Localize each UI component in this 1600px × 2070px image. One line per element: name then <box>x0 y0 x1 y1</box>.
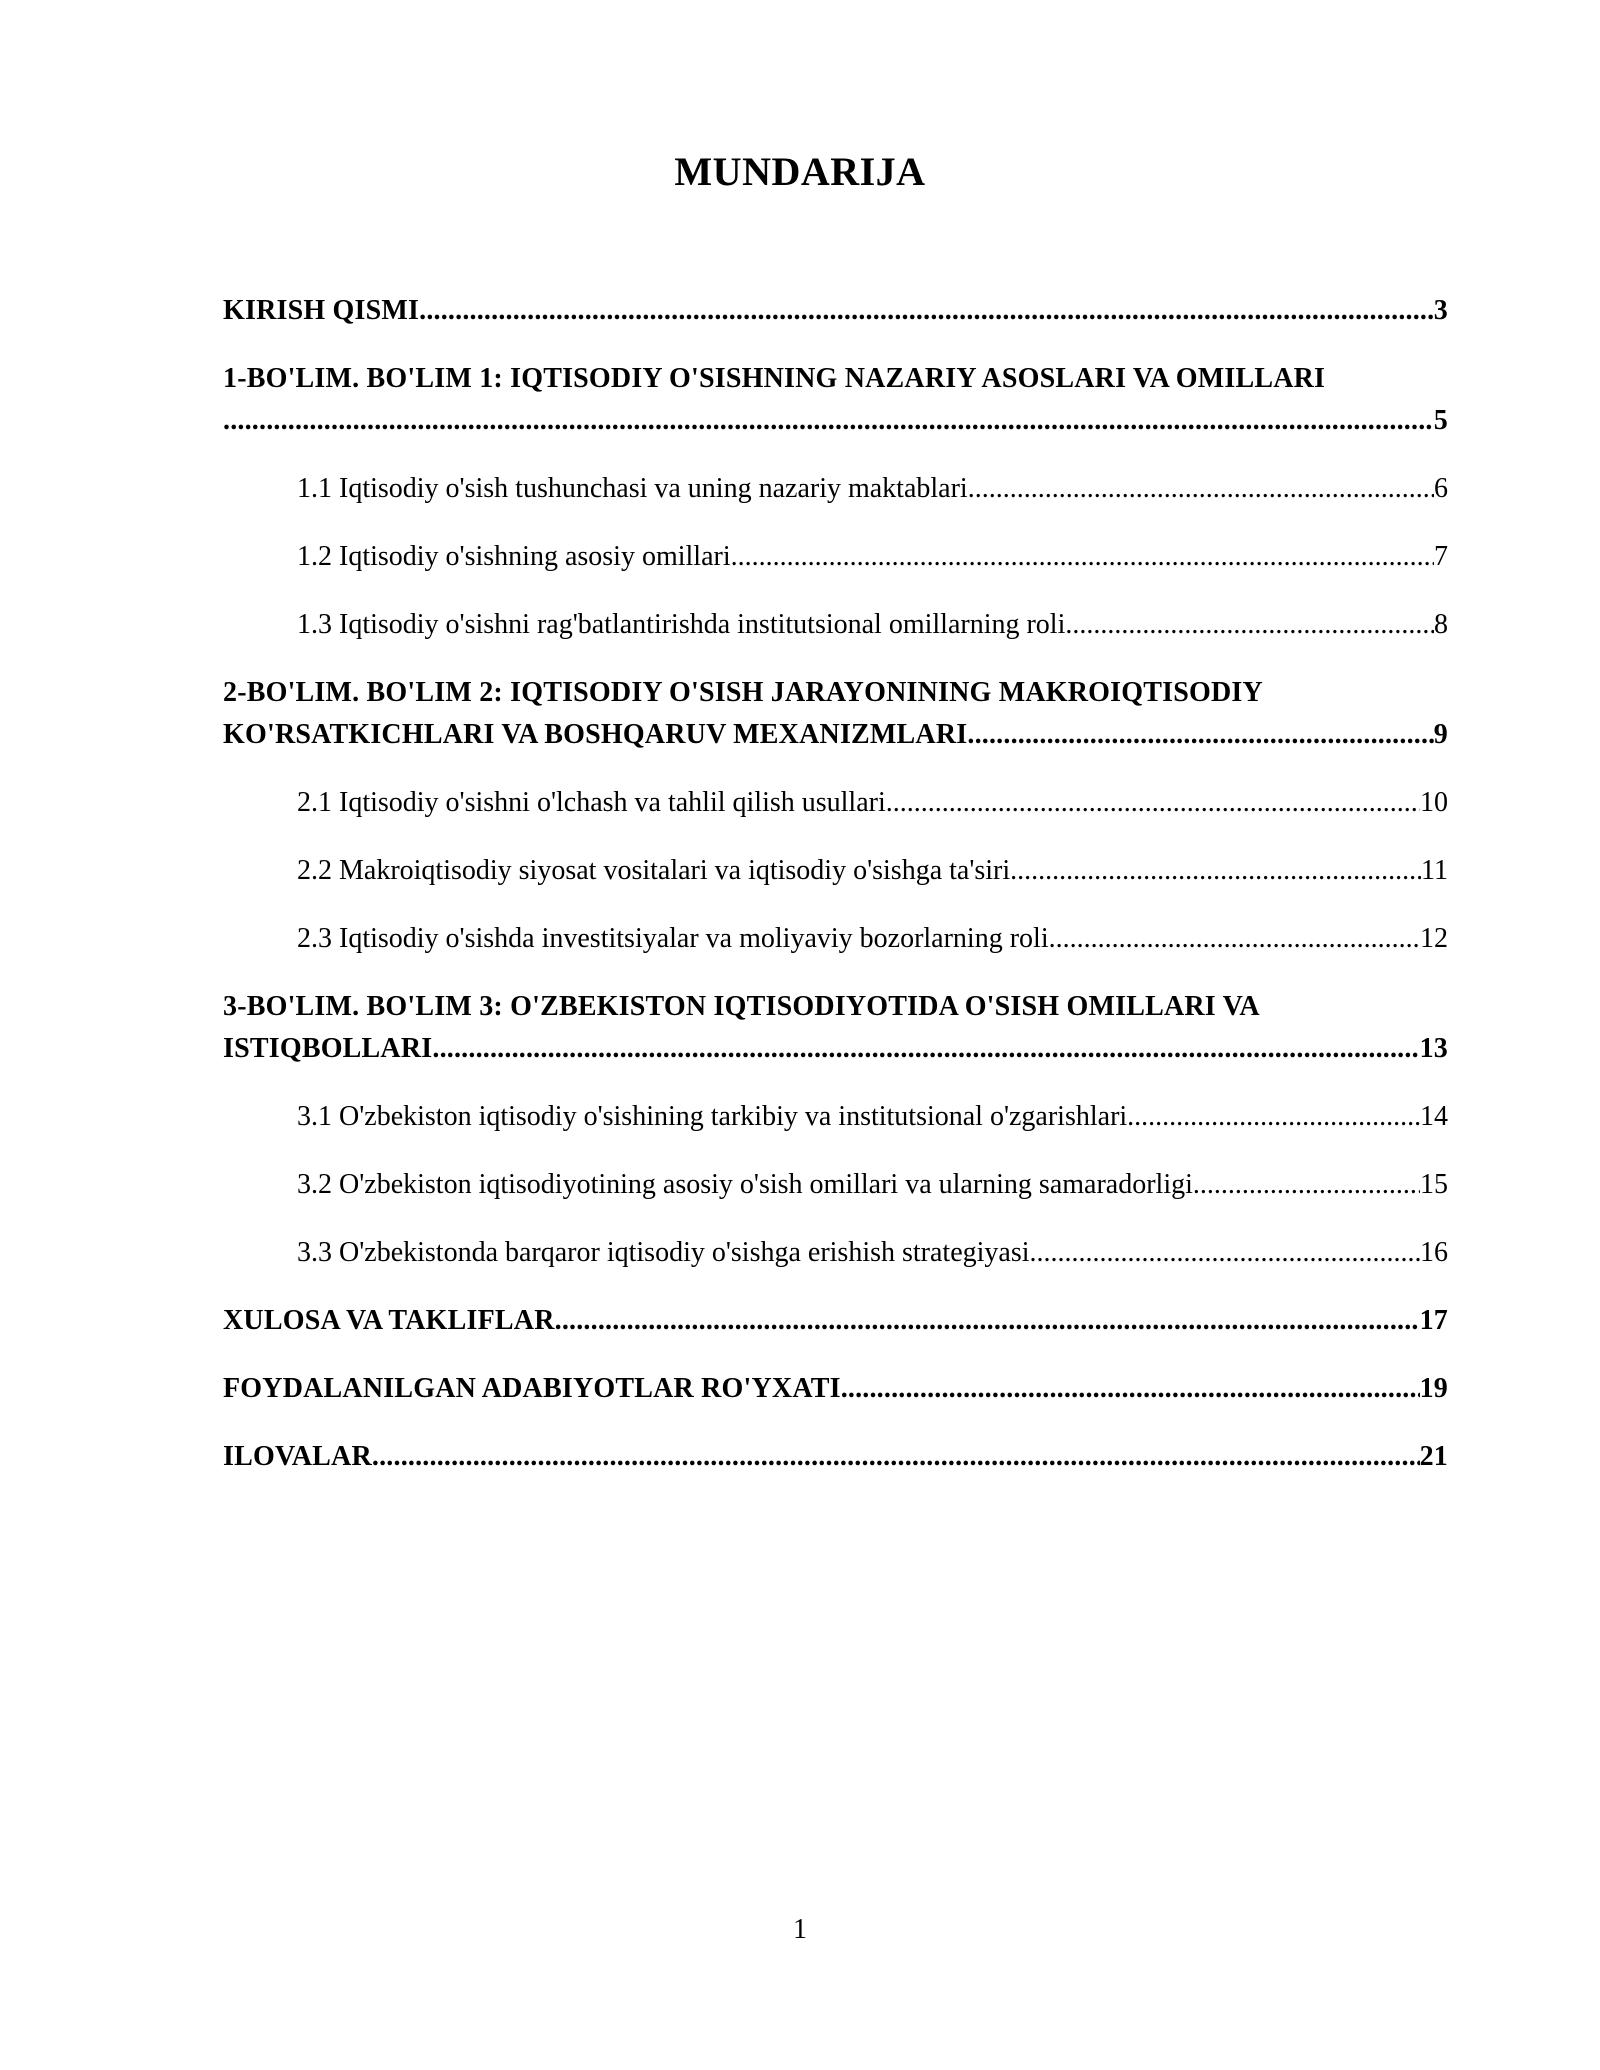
dot-leader <box>372 1436 1420 1478</box>
dot-leader <box>223 400 1434 442</box>
toc-page-number: 21 <box>1419 1441 1448 1472</box>
toc-page-number: 19 <box>1419 1373 1448 1404</box>
toc-entry-title: 2.2 Makroiqtisodiy siyosat vositalari va iqtisodiy o'sishga ta'siri <box>297 855 1011 886</box>
toc-page-number: 12 <box>1420 923 1448 954</box>
toc-entry-title: 3.1 O'zbekiston iqtisodiy o'sishining tarkibiy va institutsional o'zgarishlari <box>297 1101 1128 1132</box>
toc-entry-title-continued: KO'RSATKICHLARI VA BOSHQARUV MEXANIZMLARI <box>223 719 968 750</box>
dot-leader <box>967 714 1433 756</box>
toc-entry-section-3-2[interactable] <box>223 1164 1448 1206</box>
toc-entry-title: 1.3 Iqtisodiy o'sishni rag'batlantirishda institutsional omillarning roli <box>297 609 1066 640</box>
toc-entry-chapter-2[interactable] <box>223 672 1448 756</box>
toc-entry-section-1-1[interactable] <box>223 468 1448 510</box>
toc-page-number: 15 <box>1420 1169 1448 1200</box>
toc-entry-title: 2.3 Iqtisodiy o'sishda investitsiyalar va moliyaviy bozorlarning roli <box>297 923 1049 954</box>
toc-entry-title: 2-BO'LIM. BO'LIM 2: IQTISODIY O'SISH JARAYONINING MAKROIQTISODIY <box>223 677 1263 708</box>
toc-page-number: 7 <box>1434 541 1448 572</box>
toc-entry-title: 1.2 Iqtisodiy o'sishning asosiy omillari <box>297 541 731 572</box>
table-of-contents <box>223 290 1448 1504</box>
toc-page-number: 5 <box>1433 405 1448 436</box>
toc-page-number: 17 <box>1419 1305 1448 1336</box>
toc-entry-section-1-3[interactable] <box>223 604 1448 646</box>
toc-entry-chapter-3[interactable] <box>223 986 1448 1070</box>
toc-entry-title: 3-BO'LIM. BO'LIM 3: O'ZBEKISTON IQTISODIYOTIDA O'SISH OMILLARI VA <box>223 991 1260 1022</box>
page-title: MUNDARIJA <box>674 149 926 194</box>
toc-page-number: 10 <box>1420 787 1448 818</box>
toc-entry-section-2-2[interactable] <box>223 850 1448 892</box>
dot-leader <box>886 782 1420 824</box>
toc-entry-title: 1.1 Iqtisodiy o'sish tushunchasi va uning nazariy maktablari <box>297 473 968 504</box>
toc-entry-kirish[interactable] <box>223 290 1448 332</box>
toc-entry-title: 3.3 O'zbekistonda barqaror iqtisodiy o'sishga erishish strategiyasi <box>297 1237 1030 1268</box>
dot-leader <box>1049 918 1420 960</box>
toc-entry-xulosa[interactable] <box>223 1300 1448 1342</box>
dot-leader <box>731 536 1434 578</box>
toc-entry-ilovalar[interactable] <box>223 1436 1448 1478</box>
toc-page-number: 13 <box>1419 1033 1448 1064</box>
page-number: 1 <box>793 1914 807 1945</box>
toc-page-number: 9 <box>1433 719 1448 750</box>
toc-entry-title: KIRISH QISMI <box>223 295 420 326</box>
dot-leader <box>555 1300 1420 1342</box>
dot-leader <box>1010 850 1421 892</box>
toc-entry-title: 2.1 Iqtisodiy o'sishni o'lchash va tahlil qilish usullari <box>297 787 886 818</box>
toc-entry-title: FOYDALANILGAN ADABIYOTLAR RO'YXATI <box>223 1373 841 1404</box>
toc-entry-section-1-2[interactable] <box>223 536 1448 578</box>
toc-entry-title: ILOVALAR <box>223 1441 372 1472</box>
toc-entry-title: XULOSA VA TAKLIFLAR <box>223 1305 555 1336</box>
toc-entry-title: 1-BO'LIM. BO'LIM 1: IQTISODIY O'SISHNING NAZARIY ASOSLARI VA OMILLARI <box>223 363 1326 394</box>
toc-entry-section-2-1[interactable] <box>223 782 1448 824</box>
toc-page-number: 6 <box>1434 473 1448 504</box>
toc-page-number: 14 <box>1420 1101 1448 1132</box>
dot-leader <box>432 1028 1419 1070</box>
dot-leader <box>968 468 1434 510</box>
dot-leader <box>1193 1164 1420 1206</box>
toc-page-number: 16 <box>1420 1237 1448 1268</box>
toc-page-number: 8 <box>1434 609 1448 640</box>
toc-entry-section-3-3[interactable] <box>223 1232 1448 1274</box>
toc-page-number: 3 <box>1433 295 1448 326</box>
toc-entry-section-3-1[interactable] <box>223 1096 1448 1138</box>
dot-leader <box>841 1368 1420 1410</box>
dot-leader <box>419 290 1434 332</box>
toc-page-number: 11 <box>1421 855 1448 886</box>
dot-leader <box>1065 604 1434 646</box>
dot-leader <box>1127 1096 1420 1138</box>
toc-entry-title-continued: ISTIQBOLLARI <box>223 1033 433 1064</box>
toc-entry-adabiyotlar[interactable] <box>223 1368 1448 1410</box>
toc-entry-chapter-1[interactable] <box>223 358 1448 442</box>
toc-entry-section-2-3[interactable] <box>223 918 1448 960</box>
dot-leader <box>1030 1232 1420 1274</box>
toc-entry-title: 3.2 O'zbekiston iqtisodiyotining asosiy o'sish omillari va ularning samaradorligi <box>297 1169 1193 1200</box>
